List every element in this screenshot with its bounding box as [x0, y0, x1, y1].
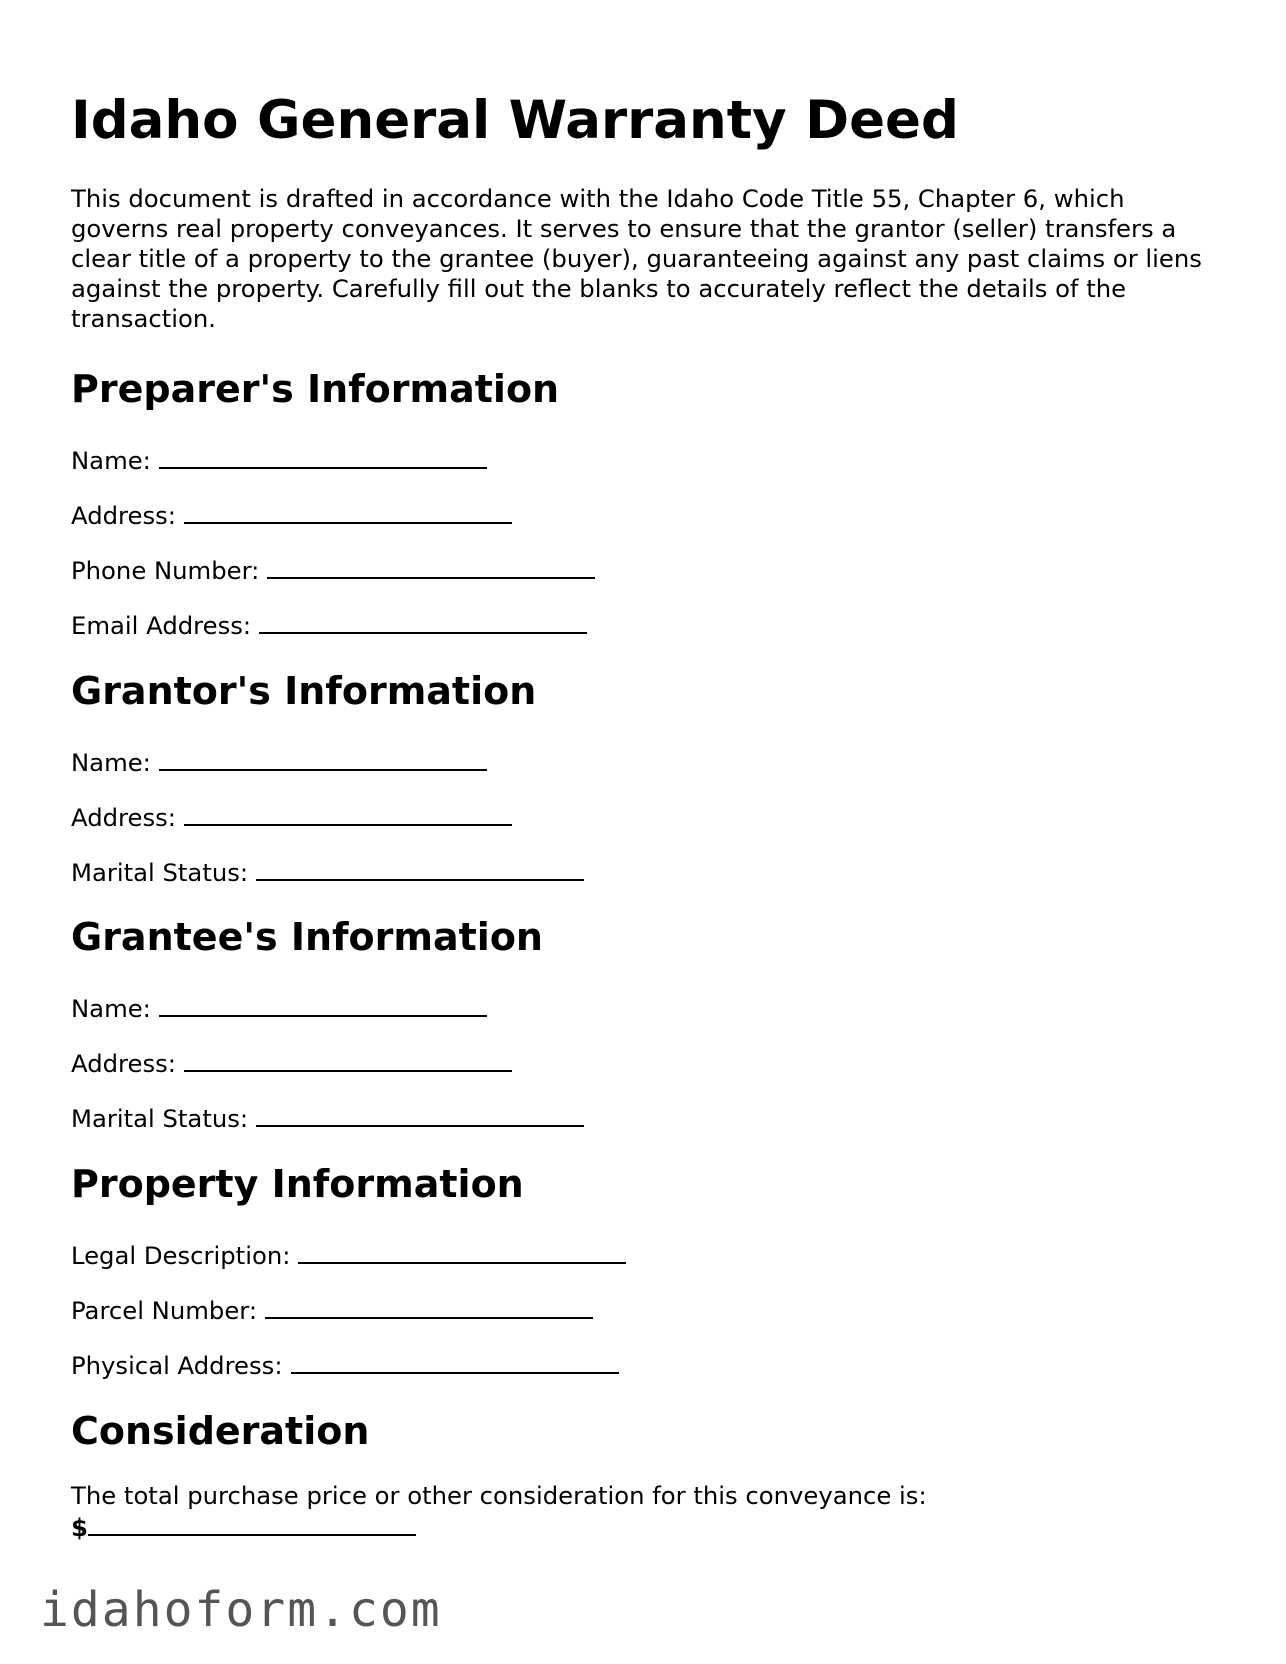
preparer-name-blank[interactable] [159, 443, 487, 469]
currency-symbol: $ [71, 1513, 88, 1542]
grantor-name-field [71, 745, 487, 778]
grantee-name-field [71, 991, 487, 1024]
grantee-marital-blank[interactable] [256, 1101, 584, 1127]
preparer-phone-label: Phone Number: [71, 556, 260, 585]
grantor-marital-blank[interactable] [256, 855, 584, 881]
grantee-heading: Grantee's Information [71, 915, 543, 959]
document-title: Idaho General Warranty Deed [71, 90, 959, 151]
grantor-address-field [71, 800, 512, 833]
grantee-marital-field [71, 1101, 584, 1134]
consideration-amount-field [71, 1510, 416, 1543]
grantor-name-label: Name: [71, 748, 151, 777]
preparer-heading: Preparer's Information [71, 367, 560, 411]
grantee-address-label: Address: [71, 1049, 176, 1078]
preparer-name-field [71, 443, 487, 476]
preparer-address-label: Address: [71, 501, 176, 530]
grantor-address-label: Address: [71, 803, 176, 832]
property-physical-label: Physical Address: [71, 1351, 283, 1380]
preparer-address-blank[interactable] [184, 498, 512, 524]
grantor-marital-label: Marital Status: [71, 858, 249, 887]
grantor-address-blank[interactable] [184, 800, 512, 826]
consideration-heading: Consideration [71, 1409, 370, 1453]
property-heading: Property Information [71, 1162, 524, 1206]
grantee-address-blank[interactable] [184, 1046, 512, 1072]
property-legal-label: Legal Description: [71, 1241, 291, 1270]
grantee-address-field [71, 1046, 512, 1079]
intro-paragraph: This document is drafted in accordance with the Idaho Code Title 55, Chapter 6, which governs real property conveyances. It serves to ensure that the grantor (seller) transfers a clear title of a property to the grantee (buyer), guaranteeing against any past claims or liens against the property. Carefully fill out the blanks to accurately reflect the details of the transaction. [71, 184, 1202, 333]
site-watermark: idahoform.com [40, 1582, 442, 1638]
property-parcel-label: Parcel Number: [71, 1296, 258, 1325]
grantor-name-blank[interactable] [159, 745, 487, 771]
grantor-marital-field [71, 855, 584, 888]
property-physical-field [71, 1348, 619, 1381]
preparer-email-field [71, 608, 587, 641]
grantee-name-blank[interactable] [159, 991, 487, 1017]
property-legal-field [71, 1238, 626, 1271]
consideration-text: The total purchase price or other consideration for this conveyance is: [71, 1481, 927, 1510]
grantee-name-label: Name: [71, 994, 151, 1023]
preparer-email-blank[interactable] [259, 608, 587, 634]
property-parcel-field [71, 1293, 593, 1326]
consideration-amount-blank[interactable] [88, 1510, 416, 1536]
grantee-marital-label: Marital Status: [71, 1104, 249, 1133]
preparer-email-label: Email Address: [71, 611, 252, 640]
preparer-phone-field [71, 553, 595, 586]
grantor-heading: Grantor's Information [71, 669, 537, 713]
preparer-phone-blank[interactable] [267, 553, 595, 579]
preparer-name-label: Name: [71, 446, 151, 475]
property-parcel-blank[interactable] [265, 1293, 593, 1319]
preparer-address-field [71, 498, 512, 531]
property-legal-blank[interactable] [298, 1238, 626, 1264]
property-physical-blank[interactable] [291, 1348, 619, 1374]
